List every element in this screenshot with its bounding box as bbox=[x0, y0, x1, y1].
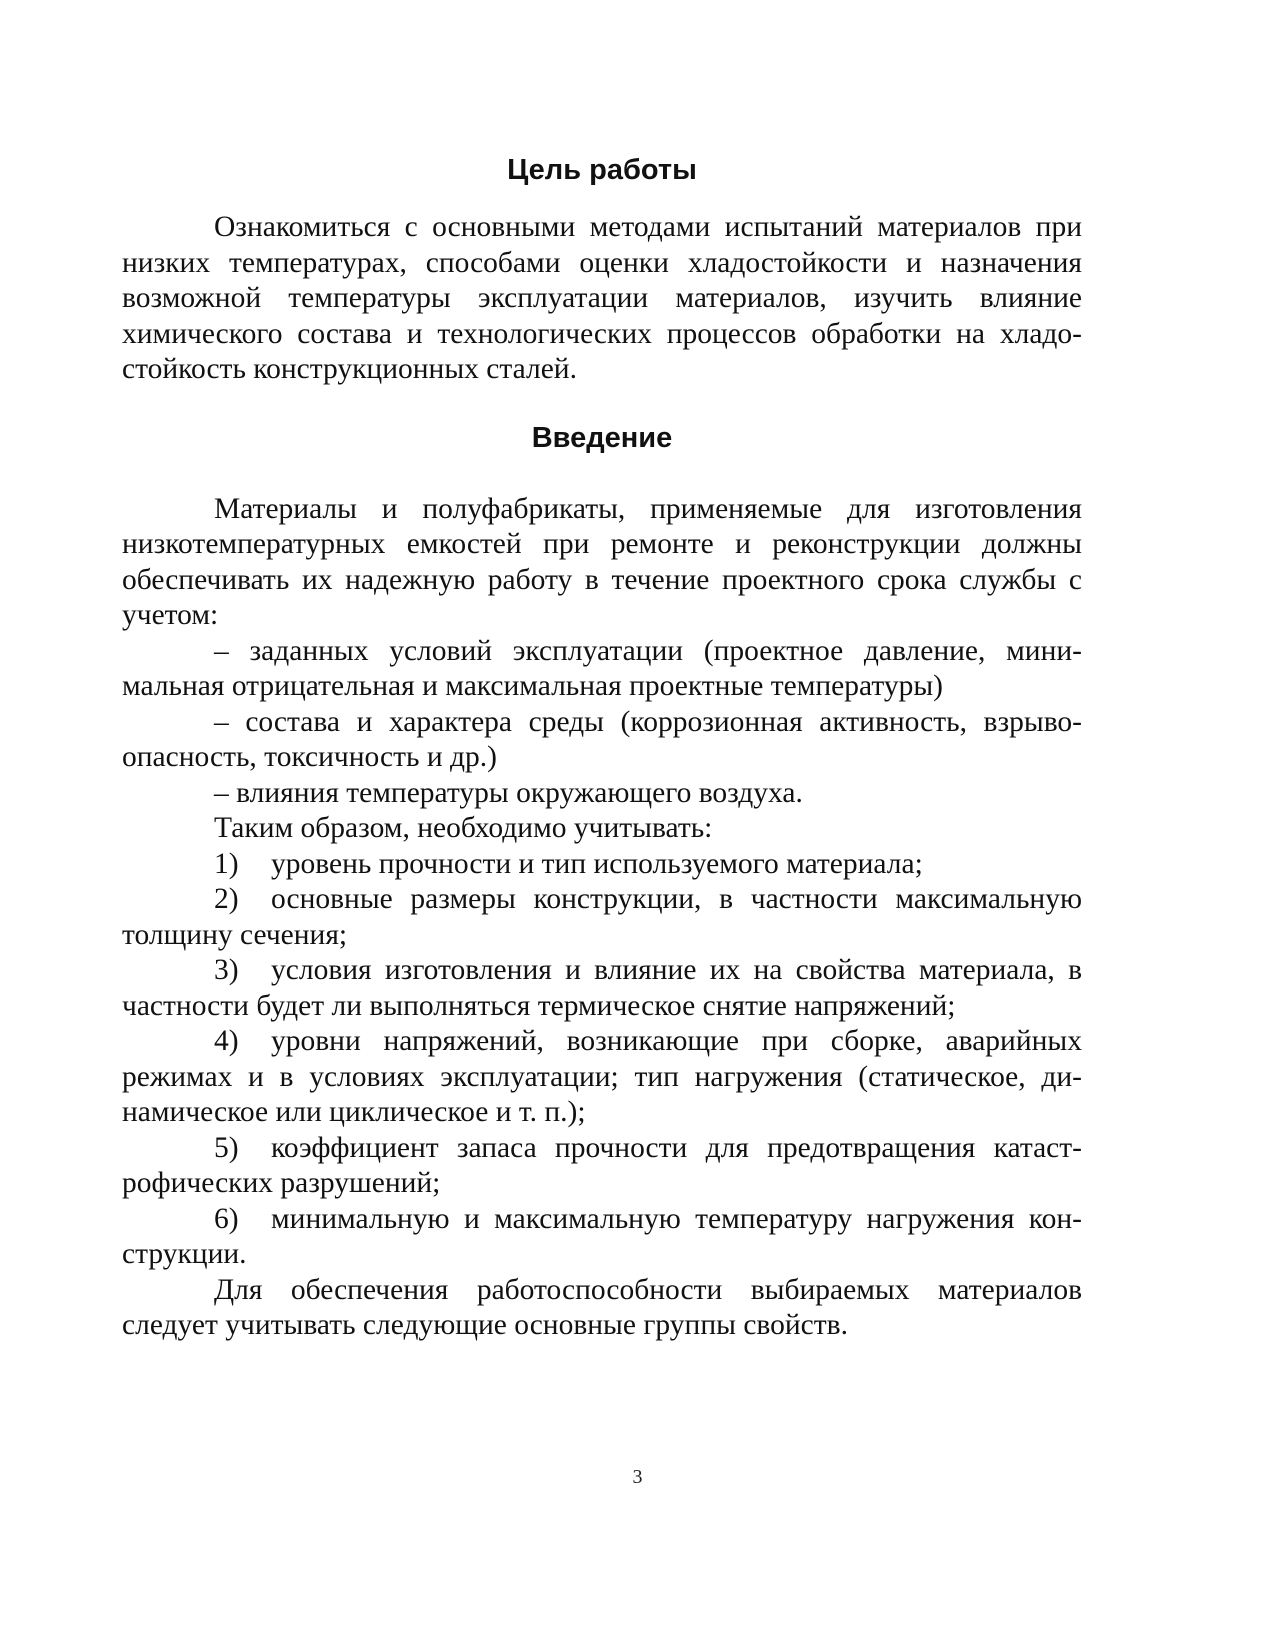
page-body bbox=[122, 150, 1082, 1344]
item-number: 1) bbox=[214, 847, 239, 880]
item-text: основные размеры конструкции, в частности максимальную толщину сечения; bbox=[122, 883, 1082, 951]
numbered-item bbox=[122, 1202, 1082, 1273]
numbered-item bbox=[122, 1024, 1082, 1131]
item-text: условия изготовления и влияние их на свойства материала, в частности будет ли выполняться термическое снятие напряжений; bbox=[122, 954, 1082, 1022]
numbered-item bbox=[122, 953, 1082, 1024]
item-text: уровни напряжений, возникающие при сборке, аварийных режимах и в условиях эксплуатации; тип нагружения (статическое, ди-намическое или циклическое и т. п.); bbox=[122, 1025, 1082, 1128]
section-heading-intro: Введение bbox=[531, 421, 673, 454]
numbered-item bbox=[122, 882, 1082, 953]
dash-item: – заданных условий эксплуатации (проектное давление, мини-мальная отрицательная и максимальная проектные температуры) bbox=[122, 634, 1082, 702]
dash-item: – влияния температуры окружающего воздуха. bbox=[214, 776, 803, 809]
numbered-item bbox=[122, 847, 1082, 883]
page-number: 3 bbox=[632, 1466, 643, 1488]
item-number: 6) bbox=[214, 1202, 239, 1235]
intro-paragraph: Материалы и полуфабрикаты, применяемые для изготовления низкотемпературных емкостей при ремонте и реконструкции должны обеспечивать их надежную работу в течение проектного срока службы с учетом: bbox=[122, 492, 1082, 631]
item-text: минимальную и максимальную температуру нагружения кон-струкции. bbox=[122, 1202, 1082, 1270]
closing-paragraph: Для обеспечения работоспособности выбираемых материалов следует учитывать следующие основные группы свойств. bbox=[122, 1273, 1082, 1341]
dash-item: – состава и характера среды (коррозионная активность, взрыво-опасность, токсичность и др.) bbox=[122, 705, 1082, 773]
item-text: коэффициент запаса прочности для предотвращения катаст-рофических разрушений; bbox=[122, 1131, 1082, 1199]
item-number: 3) bbox=[214, 954, 239, 986]
item-text: уровень прочности и тип используемого материала; bbox=[271, 847, 923, 880]
item-number: 4) bbox=[214, 1025, 239, 1057]
item-number: 5) bbox=[214, 1131, 239, 1164]
item-number: 2) bbox=[214, 883, 239, 915]
numbered-item bbox=[122, 1131, 1082, 1202]
goal-paragraph: Ознакомиться с основными методами испытаний материалов при низких температурах, способами оценки хладостойкости и назначения возможной температуры эксплуатации материалов, изучить влияние химического состава и технологических процессов обработки на хладо-стойкость конструкционных сталей. bbox=[122, 211, 1082, 385]
lead-sentence: Таким образом, необходимо учитывать: bbox=[214, 812, 713, 844]
section-heading-goal: Цель работы bbox=[507, 154, 697, 186]
